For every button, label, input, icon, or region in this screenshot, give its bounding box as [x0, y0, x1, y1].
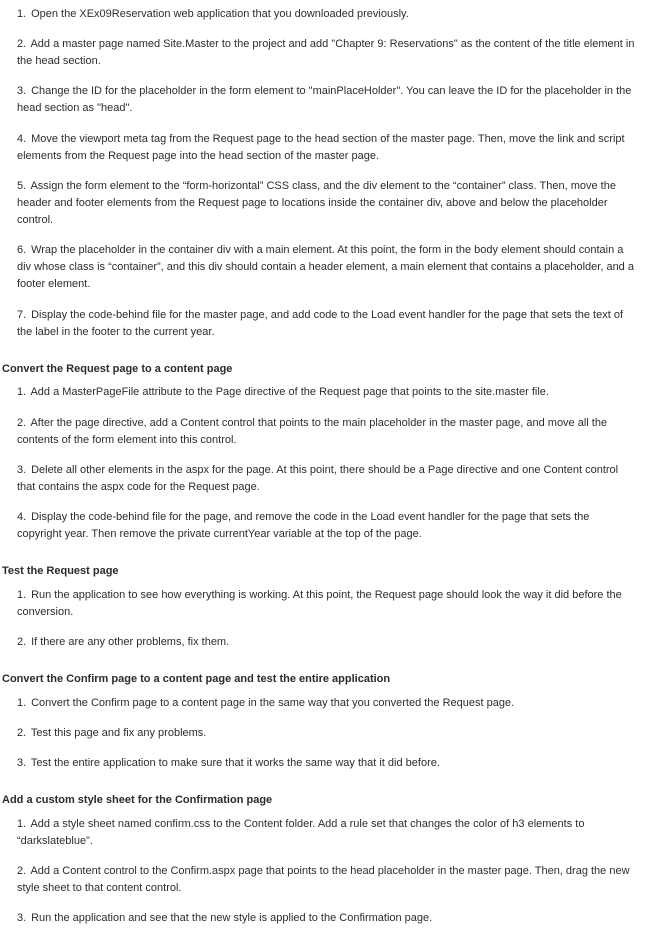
step-number: 3.: [17, 85, 27, 97]
section-heading: Add a custom style sheet for the Confirmation page: [2, 794, 273, 806]
list-item: [17, 634, 637, 651]
list-item: [17, 695, 637, 712]
list-item: [17, 816, 637, 850]
list-item: [17, 36, 637, 70]
step-number: 2.: [17, 865, 27, 877]
list-item: [17, 131, 637, 165]
step-text: Run the application and see that the new style is applied to the Confirmation page.: [31, 912, 433, 924]
list-item: [17, 910, 637, 927]
list-item: [17, 725, 637, 742]
step-number: 2.: [17, 38, 27, 50]
step-text: Add a master page named Site.Master to the project and add "Chapter 9: Reservations" as the content of the title element in the head section.: [17, 38, 635, 67]
step-number: 3.: [17, 757, 27, 769]
step-text: Delete all other elements in the aspx for the page. At this point, there should be a Page directive and one Content control that contains the aspx code for the Request page.: [17, 464, 619, 493]
step-text: Open the XEx09Reservation web application that you downloaded previously.: [31, 8, 409, 20]
step-number: 2.: [17, 417, 27, 429]
step-text: Move the viewport meta tag from the Request page to the head section of the master page. Then, move the link and script elements from the Request page into the head section of the master page.: [17, 133, 625, 162]
step-text: If there are any other problems, fix them.: [31, 636, 230, 648]
step-text: Convert the Confirm page to a content page in the same way that you converted the Request page.: [31, 697, 515, 709]
step-number: 1.: [17, 386, 27, 398]
section-heading: Convert the Request page to a content page: [2, 363, 233, 375]
step-number: 1.: [17, 818, 27, 830]
list-item: [17, 83, 637, 117]
step-number: 2.: [17, 636, 27, 648]
list-item: [17, 587, 637, 621]
step-number: 6.: [17, 244, 27, 256]
step-text: Display the code-behind file for the page, and remove the code in the Load event handler for the page that sets the copyright year. Then remove the private currentYear variable at the top of the page.: [17, 511, 590, 540]
step-text: Run the application to see how everything is working. At this point, the Request page should look the way it did before the conversion.: [17, 589, 622, 618]
step-number: 4.: [17, 133, 27, 145]
section-heading: Test the Request page: [2, 565, 119, 577]
step-number: 1.: [17, 8, 27, 20]
step-text: Wrap the placeholder in the container div with a main element. At this point, the form in the body element should contain a div whose class is “container”, and this div should contain a header element, a main element that contains a placeholder, and a footer element.: [17, 244, 634, 290]
step-number: 3.: [17, 464, 27, 476]
step-number: 2.: [17, 727, 27, 739]
step-number: 5.: [17, 180, 27, 192]
step-text: After the page directive, add a Content control that points to the main placeholder in the master page, and move all the contents of the form element into this control.: [17, 417, 608, 446]
step-number: 3.: [17, 912, 27, 924]
step-text: Add a Content control to the Confirm.aspx page that points to the head placeholder in the master page. Then, drag the new style sheet to that content control.: [17, 865, 630, 894]
step-text: Add a MasterPageFile attribute to the Page directive of the Request page that points to the site.master file.: [30, 386, 549, 398]
step-text: Display the code-behind file for the master page, and add code to the Load event handler for the page that sets the text of the label in the footer to the current year.: [17, 309, 624, 338]
list-item: [17, 242, 637, 293]
list-item: [17, 462, 637, 496]
list-item: [17, 178, 637, 229]
step-number: 1.: [17, 589, 27, 601]
step-number: 1.: [17, 697, 27, 709]
step-number: 7.: [17, 309, 27, 321]
list-item: [17, 415, 637, 449]
list-item: [17, 863, 637, 897]
section-heading: Convert the Confirm page to a content page and test the entire application: [2, 673, 391, 685]
list-item: [17, 384, 637, 401]
list-item: [17, 307, 637, 341]
step-text: Assign the form element to the “form-horizontal” CSS class, and the div element to the “container” class. Then, move the header and footer elements from the Request page to locations inside the container div, above and below the placeholder control.: [17, 180, 616, 226]
list-item: [17, 6, 637, 23]
list-item: [17, 509, 637, 543]
list-item: [17, 755, 637, 772]
step-text: Test this page and fix any problems.: [30, 727, 207, 739]
step-text: Test the entire application to make sure that it works the same way that it did before.: [30, 757, 440, 769]
step-text: Add a style sheet named confirm.css to the Content folder. Add a rule set that changes the color of h3 elements to “darkslateblue”.: [17, 818, 585, 847]
step-number: 4.: [17, 511, 27, 523]
step-text: Change the ID for the placeholder in the form element to "mainPlaceHolder". You can leave the ID for the placeholder in the head section as "head".: [17, 85, 632, 114]
